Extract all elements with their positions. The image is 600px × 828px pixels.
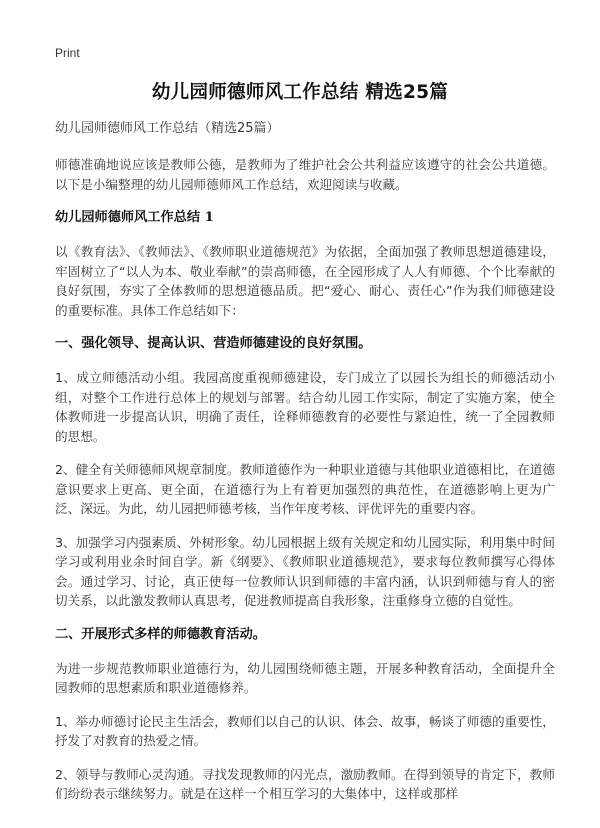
article-body: [55, 120, 555, 818]
print-link[interactable]: Print: [55, 46, 80, 60]
intro-paragraph: 师德准确地说应该是教师公德，是教师为了维护社会公共利益应该遵守的社会公共道德。以下是小编整理的幼儿园师德师风工作总结，欢迎阅读与收藏。: [55, 157, 555, 192]
article-subtitle: 幼儿园师德师风工作总结（精选25篇）: [55, 121, 280, 136]
part-2-item: 1、举办师德讨论民主生活会，教师们以自己的认识、体会、故事，畅谈了师德的重要性，抒发了对教育的热爱之情。: [55, 713, 555, 748]
part-1-item: 2、健全有关师德师风规章制度。教师道德作为一种职业道德与其他职业道德相比，在道德意识要求上更高、更全面，在道德行为上有着更加强烈的典范性，在道德影响上更为广泛、深远。为此，幼儿园把师德考核，当作年度考核、评优评先的重要内容。: [55, 462, 555, 516]
part-1-item: 3、加强学习内强素质、外树形象。幼儿园根据上级有关规定和幼儿园实际，利用集中时间学习或利用业余时间自学。新《纲要》、《教师职业道德规范》，要求每位教师撰写心得体会。通过学习、讨论，真正使每一位教师认识到师德的丰富内涵，认识到师德与育人的密切关系，以此激发教师认真思考，促进教师提高自我形象，注重修身立德的自觉性。: [55, 534, 555, 608]
part-2-intro: 为进一步规范教师职业道德行为，幼儿园围绕师德主题，开展多种教育活动，全面提升全园教师的思想素质和职业道德修养。: [55, 660, 555, 695]
part-2-item: 2、领导与教师心灵沟通。寻找发现教师的闪光点，激励教师。在得到领导的肯定下，教师们纷纷表示继续努力。就是在这样一个相互学习的大集体中，这样或那样: [55, 766, 555, 801]
page-title: 幼儿园师德师风工作总结 精选25篇: [151, 82, 449, 103]
part-2-heading: 二、开展形式多样的师德教育活动。: [55, 626, 266, 642]
part-1-item: 1、成立师德活动小组。我园高度重视师德建设，专门成立了以园长为组长的师德活动小组，对整个工作进行总体上的规划与部署。结合幼儿园工作实际，制定了实施方案，使全体教师进一步提高认识，明确了责任，诠释师德教育的必要性与紧迫性，统一了全园教师的思想。: [55, 370, 555, 444]
section-1-intro: 以《教育法》、《教师法》、《教师职业道德规范》为依据，全面加强了教师思想道德建设，牢固树立了“以人为本、敬业奉献”的崇高师德，在全园形成了人人有师德、个个比奉献的良好氛围，夯实了全体教师的思想道德品质。把“爱心、耐心、责任心”作为我们师德建设的重要标准。具体工作总结如下：: [55, 244, 555, 318]
part-1-heading: 一、强化领导、提高认识、营造师德建设的良好氛围。: [55, 336, 372, 351]
section-1-heading: 幼儿园师德师风工作总结 1: [55, 210, 214, 225]
